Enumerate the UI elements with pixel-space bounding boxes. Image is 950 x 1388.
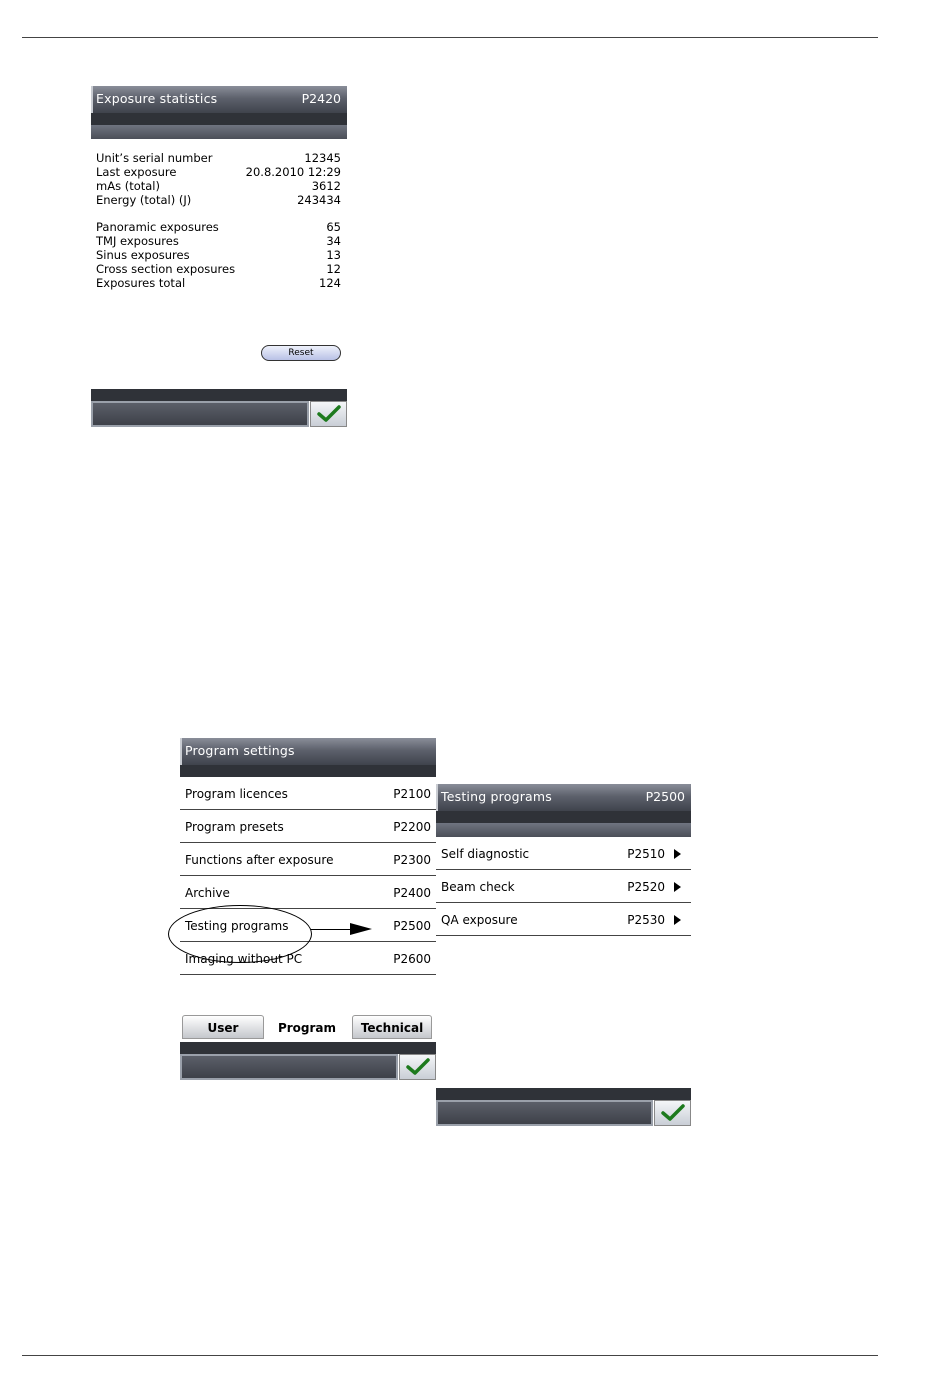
menu-item-label: Testing programs xyxy=(185,919,289,933)
footer-bar xyxy=(180,1042,436,1080)
title-band xyxy=(91,113,347,125)
menu-item-functions-after-exposure[interactable] xyxy=(180,843,436,876)
tab-user[interactable]: User xyxy=(182,1015,264,1039)
title-bar xyxy=(91,86,347,113)
ok-button[interactable] xyxy=(654,1100,691,1126)
menu-item-label: Functions after exposure xyxy=(185,853,334,867)
bottom-rule xyxy=(22,1355,878,1356)
stat-value: 124 xyxy=(319,276,341,290)
menu-item-code: P2510 xyxy=(627,847,665,861)
title-bar xyxy=(180,738,436,765)
stat-row-panoramic xyxy=(96,220,341,234)
stat-value: 243434 xyxy=(297,193,341,207)
annotation-arrow-head xyxy=(350,923,372,935)
stat-label: Sinus exposures xyxy=(96,248,190,262)
stat-value: 34 xyxy=(326,234,341,248)
checkmark-icon xyxy=(406,1058,430,1076)
menu-item-code: P2300 xyxy=(393,853,431,867)
menu-item-beam-check[interactable] xyxy=(436,870,691,903)
stat-label: Unit’s serial number xyxy=(96,151,213,165)
menu-item-code: P2100 xyxy=(393,787,431,801)
stat-value: 12345 xyxy=(304,151,341,165)
title-band-lower xyxy=(436,823,691,837)
menu-item-code: P2520 xyxy=(627,880,665,894)
stat-row-tmj xyxy=(96,234,341,248)
title-band-lower xyxy=(91,125,347,139)
screen-title: Testing programs xyxy=(441,789,552,804)
checkmark-icon xyxy=(661,1104,685,1122)
footer-bar xyxy=(91,389,347,427)
menu-item-label: Self diagnostic xyxy=(441,847,530,861)
menu-item-archive[interactable] xyxy=(180,876,436,909)
checkmark-icon xyxy=(317,405,341,423)
menu-item-label: Program licences xyxy=(185,787,288,801)
stat-row-last-exposure xyxy=(96,165,341,179)
triangle-right-icon xyxy=(674,849,681,859)
screen-title: Program settings xyxy=(185,743,295,758)
status-field xyxy=(180,1054,398,1080)
stat-label: mAs (total) xyxy=(96,179,160,193)
stat-value: 12 xyxy=(326,262,341,276)
screen-code: P2500 xyxy=(645,789,685,804)
stat-label: Exposures total xyxy=(96,276,186,290)
menu-item-label: Program presets xyxy=(185,820,284,834)
menu-item-qa-exposure[interactable] xyxy=(436,903,691,936)
stat-row-sinus xyxy=(96,248,341,262)
stat-label: Cross section exposures xyxy=(96,262,236,276)
highlight-ellipse xyxy=(168,905,312,963)
stat-row-total xyxy=(96,276,341,290)
title-bar xyxy=(436,784,691,811)
title-band xyxy=(180,765,436,777)
status-field xyxy=(436,1100,653,1126)
menu-item-program-licences[interactable] xyxy=(180,777,436,810)
status-field xyxy=(91,401,309,427)
stat-label: Energy (total) (J) xyxy=(96,193,192,207)
stat-row-energy xyxy=(96,193,341,207)
triangle-right-icon xyxy=(674,915,681,925)
stat-row-mas xyxy=(96,179,341,193)
menu-item-code: P2530 xyxy=(627,913,665,927)
stat-row-serial xyxy=(96,151,341,165)
reset-button[interactable]: Reset xyxy=(261,345,341,361)
stat-row-cross-section xyxy=(96,262,341,276)
menu-item-code: P2500 xyxy=(393,919,431,933)
menu-item-label: Archive xyxy=(185,886,230,900)
stat-value: 13 xyxy=(326,248,341,262)
top-rule xyxy=(22,37,878,38)
footer-band xyxy=(91,389,347,401)
exposure-statistics-screen xyxy=(91,86,347,427)
screen-code: P2420 xyxy=(301,91,341,106)
title-band xyxy=(436,811,691,823)
menu-item-program-presets[interactable] xyxy=(180,810,436,843)
footer-band xyxy=(436,1088,691,1100)
tab-bar xyxy=(180,1013,436,1043)
menu-item-code: P2600 xyxy=(393,952,431,966)
tab-program[interactable]: Program xyxy=(268,1015,346,1039)
menu-item-code: P2200 xyxy=(393,820,431,834)
tab-technical[interactable]: Technical xyxy=(352,1015,432,1039)
footer-band xyxy=(180,1042,436,1054)
stat-label: Panoramic exposures xyxy=(96,220,219,234)
menu-item-label: QA exposure xyxy=(441,913,518,927)
ok-button[interactable] xyxy=(399,1054,436,1080)
annotation-arrow-line xyxy=(311,929,351,930)
triangle-right-icon xyxy=(674,882,681,892)
footer-bar xyxy=(436,1088,691,1126)
stat-label: Last exposure xyxy=(96,165,177,179)
testing-programs-screen xyxy=(436,784,691,1126)
menu-item-code: P2400 xyxy=(393,886,431,900)
screen-title: Exposure statistics xyxy=(96,91,218,106)
menu-item-label: Imaging without PC xyxy=(185,952,303,966)
stat-value: 3612 xyxy=(311,179,341,193)
stat-value: 20.8.2010 12:29 xyxy=(245,165,341,179)
ok-button[interactable] xyxy=(310,401,347,427)
stat-label: TMJ exposures xyxy=(96,234,179,248)
menu-item-label: Beam check xyxy=(441,880,515,894)
stat-value: 65 xyxy=(326,220,341,234)
menu-item-self-diagnostic[interactable] xyxy=(436,837,691,870)
